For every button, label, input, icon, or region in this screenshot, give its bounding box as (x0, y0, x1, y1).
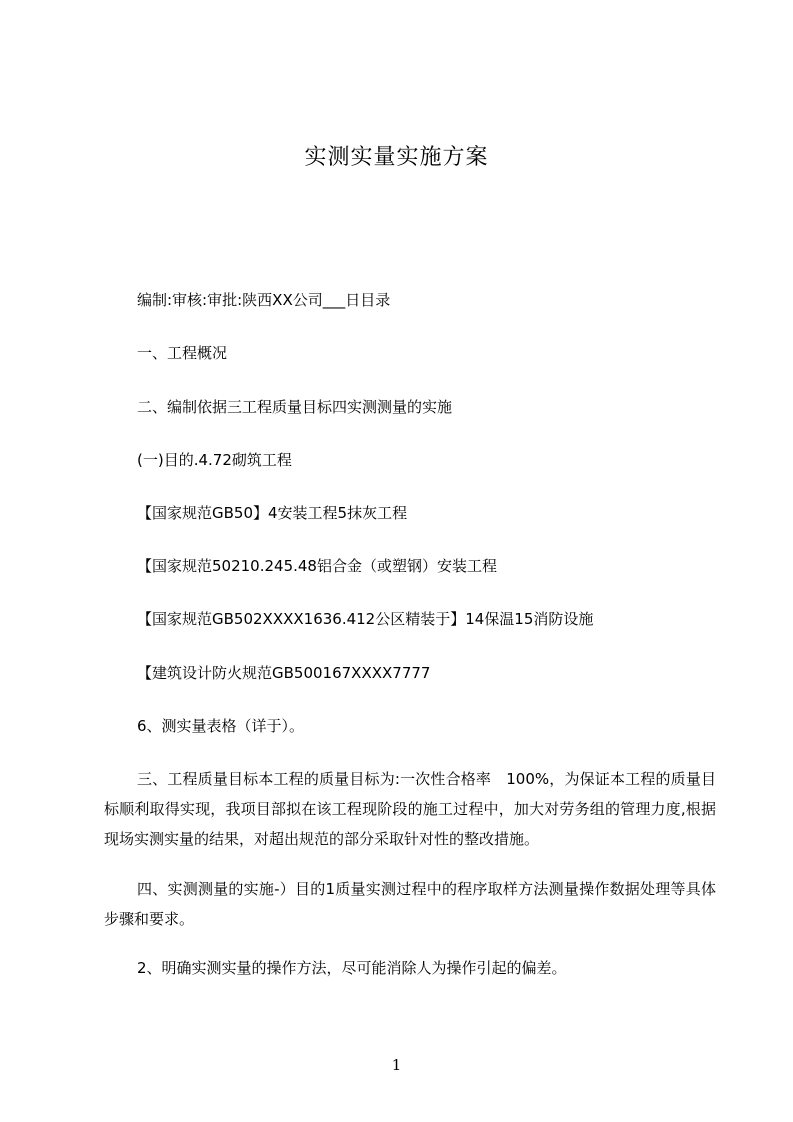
document-line-project-overview: 一、工程概况 (137, 344, 228, 362)
document-line-fire-code: 【建筑设计防火规范GB500167XXXX7777 (137, 664, 431, 682)
page-number: 1 (391, 1056, 402, 1074)
document-line-compile-info: 编制:审核:审批:陕西XX公司___日目录 (137, 291, 391, 309)
document-title: 实测实量实施方案 (304, 145, 489, 170)
document-paragraph-quality-target: 三、工程质量目标本工程的质量目标为:一次性合格率 100%，为保证本工程的质量目标顺利取得实现，我项目部拟在该工程现阶段的施工过程中，加大对劳务组的管理力度,根据现场实测实量的结果，对超出规范的部分采取针对性的整改措施。 (104, 770, 716, 848)
document-line-purpose: (一)目的.4.72砌筑工程 (137, 451, 292, 469)
document-line-standard-gb502: 【国家规范GB502XXXX1636.412公区精装于】14保温15消防设施 (137, 610, 594, 628)
document-line-standard-50210: 【国家规范50210.245.48铝合金（或塑钢）安装工程 (137, 557, 497, 575)
document-line-method: 2、明确实测实量的操作方法，尽可能消除人为操作引起的偏差。 (137, 959, 567, 977)
document-line-standard-gb50: 【国家规范GB50】4安装工程5抹灰工程 (137, 504, 408, 522)
document-line-basis: 二、编制依据三工程质量目标四实测测量的实施 (137, 398, 453, 416)
document-line-measurement-table: 6、测实量表格（详于）。 (137, 717, 305, 735)
document-paragraph-implementation: 四、实测测量的实施-）目的1质量实测过程中的程序取样方法测量操作数据处理等具体步骤和要求。 (104, 880, 716, 928)
